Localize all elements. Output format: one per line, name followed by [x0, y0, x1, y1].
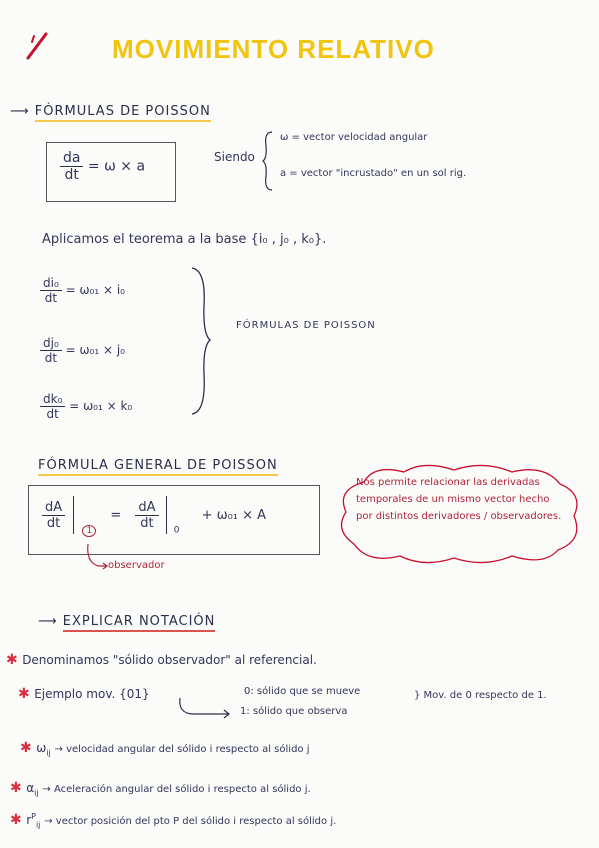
- section-heading-poisson: ⟶ FÓRMULAS DE POISSON: [10, 104, 211, 119]
- star-bullet-icon: ✱: [6, 652, 23, 668]
- bullet-3: ✱ $\omega_{ij}$ → velocidad angular del sólido i respecto al sólido j: [20, 740, 310, 758]
- cloud-note: Nos permite relacionar las derivadas temporales de un mismo vector hecho por distintos derivadores / observadores.: [356, 477, 562, 522]
- arrow-icon: ⟶: [38, 614, 63, 629]
- observador-label: observador: [108, 560, 165, 571]
- bullet-4: ✱ $\alpha_{ij}$ → Aceleración angular del sólido i respecto al sólido j.: [10, 780, 311, 798]
- def-omega: ω = vector velocidad angular: [280, 132, 428, 143]
- eq-k0: $\frac{\text{dk₀}}{dt}$ = ω₀₁ × k₀: [40, 392, 132, 421]
- aplicamos-text: Aplicamos el teorema a la base {i₀ , j₀ , k₀}.: [42, 232, 327, 247]
- arrow-icon: ⟶: [10, 104, 35, 119]
- star-bullet-icon: ✱: [20, 740, 37, 756]
- slash-mark-icon: [22, 30, 52, 64]
- brace-icon: [262, 130, 274, 192]
- solid-0: 0: sólido que se mueve: [244, 686, 361, 697]
- mov-note: } Mov. de 0 respecto de 1.: [414, 690, 547, 701]
- eq-i0: $\frac{\text{di₀}}{dt}$ = ω₀₁ × i₀: [40, 276, 125, 305]
- def-a: a = vector "incrustado" en un sol rig.: [280, 168, 467, 179]
- section-heading-general: FÓRMULA GENERAL DE POISSON: [38, 458, 278, 473]
- page-title: MOVIMIENTO RELATIVO: [112, 34, 435, 64]
- star-bullet-icon: ✱: [10, 812, 27, 828]
- star-bullet-icon: ✱: [18, 686, 35, 702]
- bullet-5: ✱ $r^P_{ij}$ → vector posición del pto P del sólido i respecto al sólido j.: [10, 812, 337, 830]
- bullet-1: ✱ Denominamos "sólido observador" al referencial.: [6, 652, 317, 668]
- solid-1: 1: sólido que observa: [240, 706, 348, 717]
- brace-label: FÓRMULAS DE POISSON: [236, 320, 376, 331]
- siendo-label: Siendo: [214, 150, 255, 164]
- eq-j0: $\frac{\text{dj₀}}{dt}$ = ω₀₁ × j₀: [40, 336, 125, 365]
- poisson-formula: $\frac{da}{dt}$ = ω × a: [60, 150, 145, 183]
- bullet-2: ✱ Ejemplo mov. {01}: [18, 686, 150, 702]
- section-heading-notation: ⟶ EXPLICAR NOTACIÓN: [38, 614, 215, 629]
- curved-arrow-icon: [174, 696, 234, 720]
- general-formula: $\frac{dA}{dt}$ $_1$ = $\frac{dA}{dt}$ $_0$ + ω₀₁ × A: [42, 496, 266, 536]
- star-bullet-icon: ✱: [10, 780, 27, 796]
- right-brace-icon: [190, 266, 212, 416]
